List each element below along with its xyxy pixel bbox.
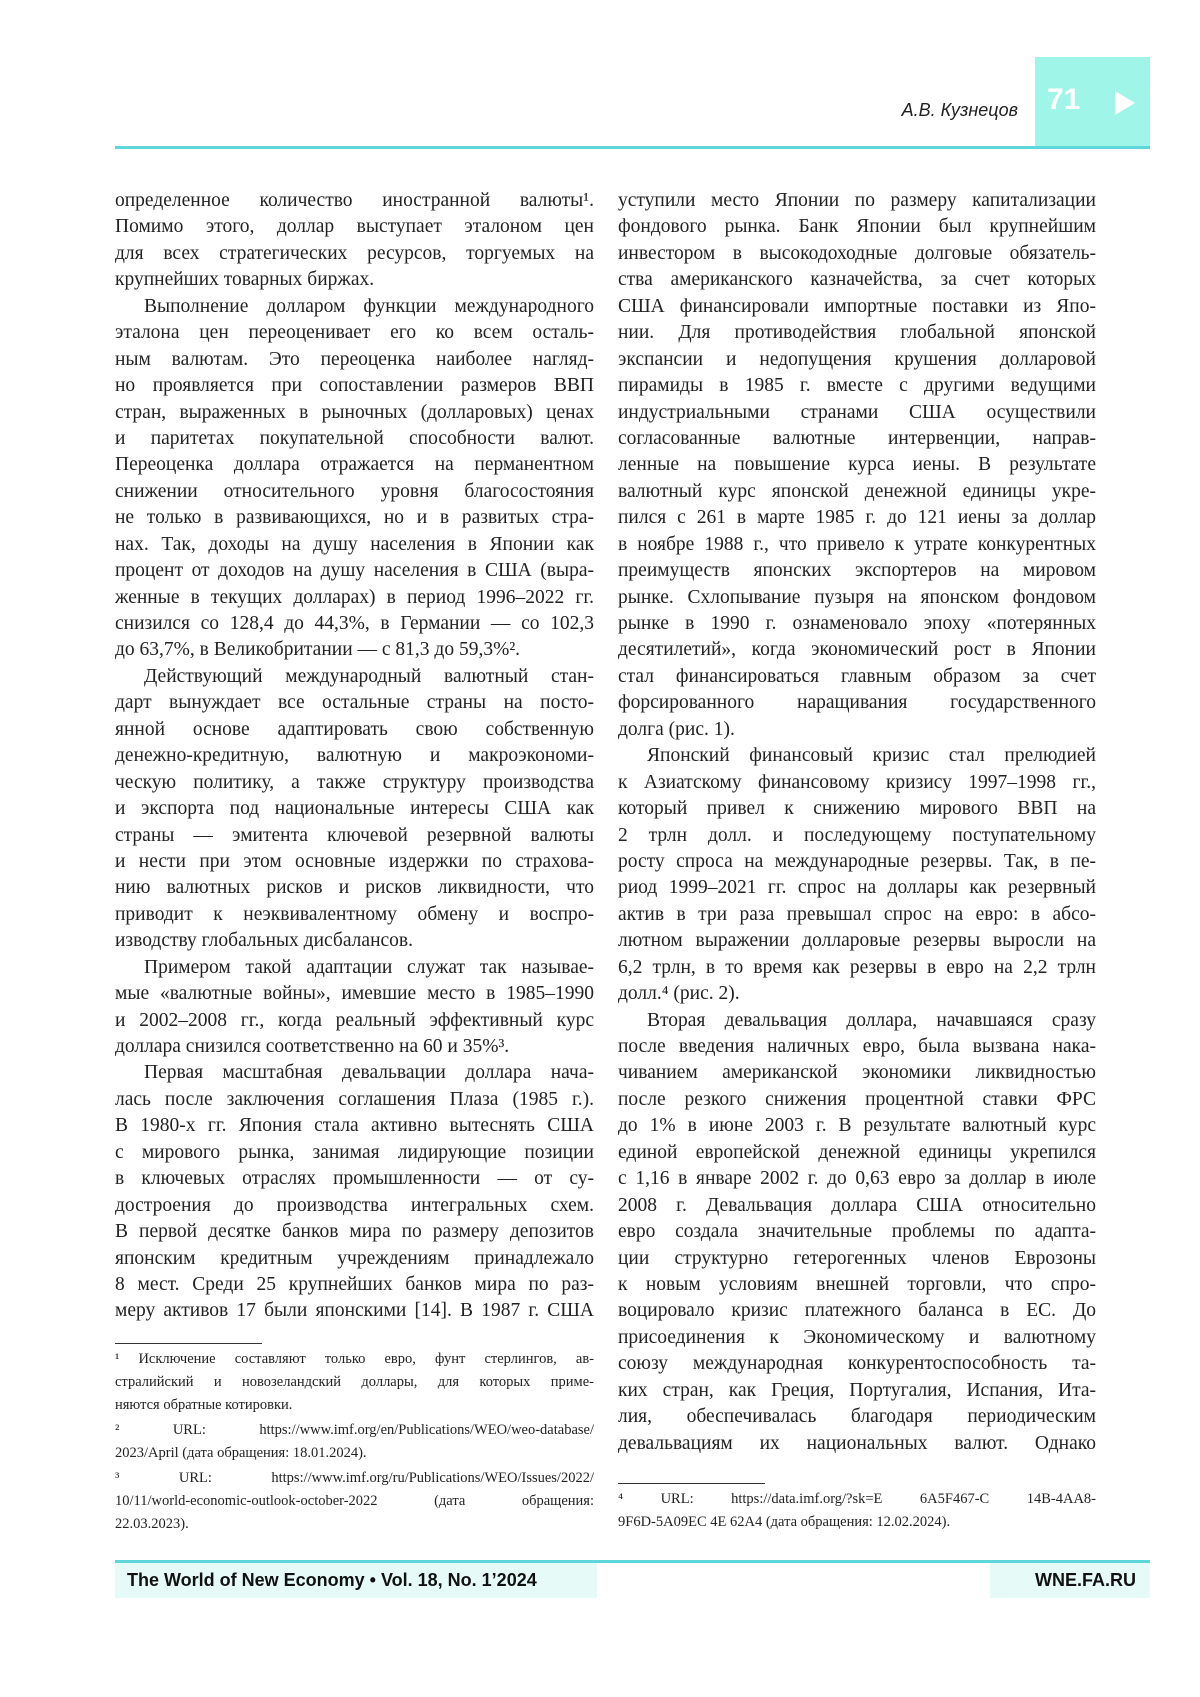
footnote (115, 1419, 594, 1465)
text-line: 6,2 трлн, в то время как резервы в евро на 2,2 трлн (618, 955, 1096, 981)
text-line: ным валютам. Это переоценка наиболее нагляд- (115, 347, 594, 373)
text-line: Вторая девальвация доллара, начавшаяся сразу (618, 1008, 1096, 1034)
footnotes-left (115, 1348, 594, 1538)
text-line: согласованные валютные интервенции, направ- (618, 426, 1096, 452)
text-line: стран, выраженных в рыночных (долларовых) ценах (115, 400, 594, 426)
text-line: актив в три раза превышал спрос на евро: в абсо- (618, 902, 1096, 928)
text-line: янной основе адаптировать свою собственную (115, 717, 594, 743)
text-line: нию валютных рисков и рисков ликвидности, что (115, 875, 594, 901)
text-line: десятилетий», когда экономический рост в Японии (618, 637, 1096, 663)
text-line: В первой десятке банков мира по размеру депозитов (115, 1219, 594, 1245)
text-line: и нести при этом основные издержки по страхова- (115, 849, 594, 875)
footnote-line: стралийский и новозеландский доллары, для которых приме- (115, 1371, 594, 1394)
text-line: США финансировали импортные поставки из Япо- (618, 294, 1096, 320)
text-line: определенное количество иностранной валюты¹. (115, 188, 594, 214)
text-line: союзу международная конкурентоспособность та- (618, 1351, 1096, 1377)
footer-site-link[interactable]: WNE.FA.RU (990, 1563, 1150, 1598)
text-line: после резкого снижения процентной ставки ФРС (618, 1087, 1096, 1113)
footnote-line: няются обратные котировки. (115, 1394, 594, 1417)
footer-journal: The World of New Economy • Vol. 18, No. 1’2024 (115, 1563, 597, 1598)
text-line: присоединения к Экономическому и валютному (618, 1325, 1096, 1351)
text-line: единой европейской денежной единицы укрепился (618, 1140, 1096, 1166)
text-line: рынке. Схлопывание пузыря на японском фондовом (618, 585, 1096, 611)
text-line: чиванием американской экономики ликвидностью (618, 1060, 1096, 1086)
text-line: мые «валютные войны», имевшие место в 1985–1990 (115, 981, 594, 1007)
text-line: японским кредитным учреждениям принадлежало (115, 1246, 594, 1272)
text-line: после введения наличных евро, была вызвана нака- (618, 1034, 1096, 1060)
text-line: Действующий международный валютный стан- (115, 664, 594, 690)
text-line: 8 мест. Среди 25 крупнейших банков мира по раз- (115, 1272, 594, 1298)
text-line: 2008 г. Девальвация доллара США относительно (618, 1193, 1096, 1219)
text-line: не только в развивающихся, но и в развитых стра- (115, 505, 594, 531)
text-line: Примером такой адаптации служат так называе- (115, 955, 594, 981)
text-line: доллара снизился соответственно на 60 и 35%³. (115, 1034, 594, 1060)
footnote-rule-right (618, 1483, 765, 1484)
text-line: пился с 261 в марте 1985 г. до 121 иены за доллар (618, 505, 1096, 531)
text-line: Первая масштабная девальвации доллара нача- (115, 1060, 594, 1086)
text-line: и паритетах покупательной способности валют. (115, 426, 594, 452)
footnote (115, 1348, 594, 1417)
text-line: экспансии и недопущения крушения долларовой (618, 347, 1096, 373)
text-column-left (115, 188, 594, 1325)
text-line: в ноябре 1988 г., что привело к утрате конкурентных (618, 532, 1096, 558)
text-line: нах. Так, доходы на душу населения в Японии как (115, 532, 594, 558)
text-line: эталона цен переоценивает его ко всем осталь- (115, 320, 594, 346)
text-line: приводит к неэквивалентному обмену и воспро- (115, 902, 594, 928)
text-line: денежно-кредитную, валютную и макроэкономи- (115, 743, 594, 769)
footnote (618, 1488, 1096, 1534)
text-line: для всех стратегических ресурсов, торгуемых на (115, 241, 594, 267)
text-line: который привел к снижению мирового ВВП на (618, 796, 1096, 822)
text-line: меру активов 17 были японскими [14]. В 1987 г. США (115, 1298, 594, 1324)
text-line: ции структурно гетерогенных членов Еврозоны (618, 1246, 1096, 1272)
running-head-author: А.В. Кузнецов (902, 100, 1018, 121)
text-line: крупнейших товарных биржах. (115, 267, 594, 293)
text-line: форсированного наращивания государственного (618, 690, 1096, 716)
footnote-line: 10/11/world-economic-outlook-october-2022 (дата обращения: (115, 1490, 594, 1513)
text-line: ческую политику, а также структуру производства (115, 770, 594, 796)
text-line: снизился со 128,4 до 44,3%, в Германии — со 102,3 (115, 611, 594, 637)
next-arrow-icon (1115, 91, 1135, 115)
text-line: ленные на повышение курса иены. В результате (618, 452, 1096, 478)
text-line: пирамиды в 1985 г. вместе с другими ведущими (618, 373, 1096, 399)
text-column-right (618, 188, 1096, 1457)
page-number: 71 (1047, 83, 1080, 117)
text-line: к Азиатскому финансовому кризису 1997–1998 гг., (618, 770, 1096, 796)
text-line: рынке в 1990 г. ознаменовало эпоху «потерянных (618, 611, 1096, 637)
text-line: но проявляется при сопоставлении размеров ВВП (115, 373, 594, 399)
text-line: росту спроса на международные резервы. Так, в пе- (618, 849, 1096, 875)
text-line: к новым условиям внешней торговли, что спро- (618, 1272, 1096, 1298)
footnote (115, 1467, 594, 1536)
text-line: фондового рынка. Банк Японии был крупнейшим (618, 214, 1096, 240)
text-line: преимуществ японских экспортеров на мировом (618, 558, 1096, 584)
text-line: с мирового рынка, занимая лидирующие позиции (115, 1140, 594, 1166)
page-number-box (1035, 57, 1150, 147)
text-line: валютный курс японской денежной единицы укре- (618, 479, 1096, 505)
text-line: девальвациям их национальных валют. Однако (618, 1431, 1096, 1457)
text-line: инвестором в высокодоходные долговые обязатель- (618, 241, 1096, 267)
text-line: и экспорта под национальные интересы США как (115, 796, 594, 822)
text-line: и 2002–2008 гг., когда реальный эффективный курс (115, 1008, 594, 1034)
text-line: долга (рис. 1). (618, 717, 1096, 743)
text-line: воцировало кризис платежного баланса в ЕС. До (618, 1298, 1096, 1324)
footnote-line: ⁴ URL: https://data.imf.org/?sk=E 6A5F467-C 14B-4AA8- (618, 1488, 1096, 1511)
text-line: лютном выражении долларовые резервы выросли на (618, 928, 1096, 954)
footnote-line: 22.03.2023). (115, 1513, 594, 1536)
text-line: дарт вынуждает все остальные страны на посто- (115, 690, 594, 716)
text-line: лась после заключения соглашения Плаза (1985 г.). (115, 1087, 594, 1113)
text-line: стал финансироваться главным образом за счет (618, 664, 1096, 690)
footnote-line: ¹ Исключение составляют только евро, фунт стерлингов, ав- (115, 1348, 594, 1371)
text-line: в ключевых отраслях промышленности — от су- (115, 1166, 594, 1192)
text-line: ства американского казначейства, за счет которых (618, 267, 1096, 293)
text-line: риод 1999–2021 гг. спрос на доллары как резервный (618, 875, 1096, 901)
text-line: Переоценка доллара отражается на перманентном (115, 452, 594, 478)
text-line: долл.⁴ (рис. 2). (618, 981, 1096, 1007)
text-line: изводству глобальных дисбалансов. (115, 928, 594, 954)
footnote-line: ² URL: https://www.imf.org/en/Publications/WEO/weo-database/ (115, 1419, 594, 1442)
footnote-line: 2023/April (дата обращения: 18.01.2024). (115, 1442, 594, 1465)
header-divider (115, 146, 1150, 149)
text-line: 2 трлн долл. и последующему поступательному (618, 823, 1096, 849)
text-line: достроения до производства интегральных схем. (115, 1193, 594, 1219)
footnote-rule-left (115, 1343, 262, 1344)
text-line: Японский финансовый кризис стал прелюдией (618, 743, 1096, 769)
text-line: Помимо этого, доллар выступает эталоном цен (115, 214, 594, 240)
text-line: процент от доходов на душу населения в США (выра- (115, 558, 594, 584)
text-line: женные в текущих долларах) в период 1996–2022 гг. (115, 585, 594, 611)
footnote-line: ³ URL: https://www.imf.org/ru/Publications/WEO/Issues/2022/ (115, 1467, 594, 1490)
text-line: лия, обеспечивалась благодаря периодическим (618, 1404, 1096, 1430)
text-line: с 1,16 в январе 2002 г. до 0,63 евро за доллар в июле (618, 1166, 1096, 1192)
footnotes-right (618, 1488, 1096, 1536)
text-line: Выполнение долларом функции международного (115, 294, 594, 320)
text-line: нии. Для противодействия глобальной японской (618, 320, 1096, 346)
text-line: страны — эмитента ключевой резервной валюты (115, 823, 594, 849)
footnote-line: 9F6D-5A09EC 4E 62A4 (дата обращения: 12.02.2024). (618, 1511, 1096, 1534)
text-line: до 63,7%, в Великобритании — с 81,3 до 59,3%². (115, 637, 594, 663)
text-line: уступили место Японии по размеру капитализации (618, 188, 1096, 214)
text-line: снижении относительного уровня благосостояния (115, 479, 594, 505)
text-line: ких стран, как Греция, Португалия, Испания, Ита- (618, 1378, 1096, 1404)
text-line: индустриальными странами США осуществили (618, 400, 1096, 426)
text-line: В 1980-х гг. Япония стала активно вытеснять США (115, 1113, 594, 1139)
text-line: до 1% в июне 2003 г. В результате валютный курс (618, 1113, 1096, 1139)
text-line: евро создала значительные проблемы по адапта- (618, 1219, 1096, 1245)
